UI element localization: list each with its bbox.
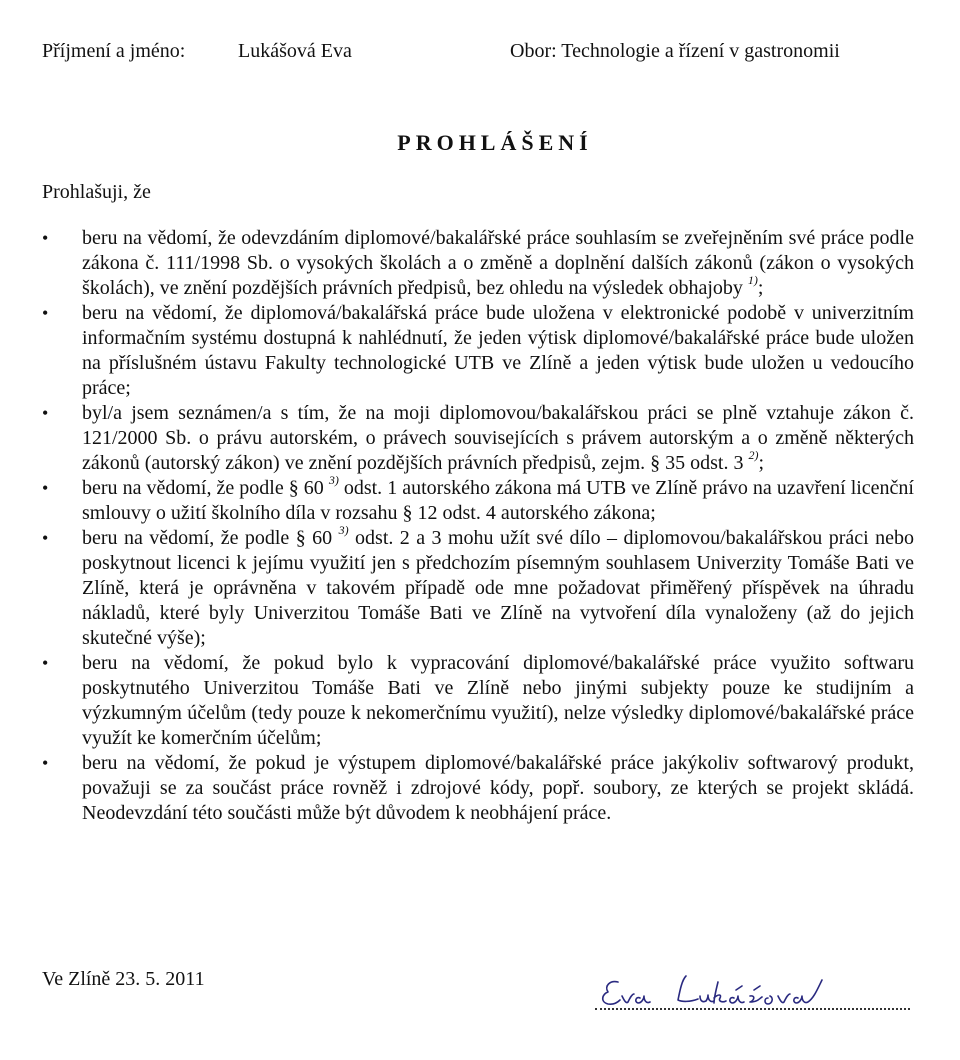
bullet-icon: • — [42, 528, 49, 548]
name-value: Lukášová Eva — [238, 40, 352, 62]
item-text-end: ; — [758, 452, 765, 474]
bullet-icon: • — [42, 653, 49, 673]
bullet-icon: • — [42, 228, 49, 248]
footnote-ref: 3) — [338, 523, 349, 538]
item-text: beru na vědomí, že pokud je výstupem diplomové/bakalářské práce jakýkoliv softwarový produkt, považuji se za součást práce rovněž i zdrojové kódy, popř. soubory, ze kterých se projekt skládá. Neodevzdání této součásti může být důvodem k neobhájení práce. — [82, 752, 914, 824]
header — [42, 40, 900, 70]
list-item — [42, 473, 914, 526]
bullet-icon: • — [42, 403, 49, 423]
footnote-ref: 3) — [328, 473, 339, 488]
list-item — [42, 301, 914, 401]
signature-scribble-icon — [590, 968, 920, 1018]
list-item — [42, 751, 914, 826]
field-of-study: Obor: Technologie a řízení v gastronomii — [510, 40, 840, 62]
signature — [590, 968, 920, 1028]
bullet-icon: • — [42, 478, 49, 498]
item-text: beru na vědomí, že pokud bylo k vypracování diplomové/bakalářské práce využito softwaru poskytnutého Univerzitou Tomáše Bati ve Zlíně nebo jinými subjekty pouze ke studijním a výzkumným účelům (tedy pouze k nekomerčnímu využití), nelze výsledky diplomové/bakalářské práce využít ke komerčním účelům; — [82, 652, 914, 749]
list-item — [42, 523, 915, 651]
signature-line — [595, 1008, 910, 1010]
item-text: beru na vědomí, že podle § 60 — [82, 527, 339, 549]
declaration-list — [42, 226, 914, 826]
footnote-ref: 2) — [748, 448, 759, 463]
page-title: PROHLÁŠENÍ — [397, 130, 593, 155]
name-label: Příjmení a jméno: — [42, 40, 186, 62]
place-date: Ve Zlíně 23. 5. 2011 — [42, 968, 205, 990]
item-text-end: ; — [757, 277, 764, 299]
item-text-end: odst. 1 autorského zákona má UTB ve Zlíně právo na uzavření licenční smlouvy o užití školního díla v rozsahu § 12 odst. 4 autorského zákona; — [82, 477, 914, 524]
list-item — [42, 651, 914, 751]
bullet-icon: • — [42, 753, 49, 773]
item-text-end: odst. 2 a 3 mohu užít své dílo – diplomovou/bakalářskou práci nebo poskytnout licenci k jejímu využití jen s předchozím písemným souhlasem Univerzity Tomáše Bati ve Zlíně, která je oprávněna v takovém případě ode mne požadovat přiměřený příspěvek na úhradu nákladů, které byly Univerzitou Tomáše Bati ve Zlíně na vytvoření díla vynaloženy (až do jejich skutečné výše); — [82, 527, 915, 649]
intro-text: Prohlašuji, že — [42, 181, 151, 203]
item-text: beru na vědomí, že podle § 60 — [82, 477, 329, 499]
list-item — [42, 226, 914, 301]
item-text: byl/a jsem seznámen/a s tím, že na moji diplomovou/bakalářskou práci se plně vztahuje zákon č. 121/2000 Sb. o právu autorském, o právech souvisejících s právem autorským a o změně některých zákonů (autorský zákon) ve znění pozdějších právních předpisů, zejm. § 35 odst. 3 — [82, 402, 914, 474]
item-text: beru na vědomí, že odevzdáním diplomové/bakalářské práce souhlasím se zveřejněním své práce podle zákona č. 111/1998 Sb. o vysokých školách a o změně a doplnění dalších zákonů (zákon o vysokých školách), ve znění pozdějších právních předpisů, bez ohledu na výsledek obhajoby — [82, 227, 914, 299]
footnote-ref: 1) — [747, 273, 758, 288]
list-item — [42, 401, 914, 476]
bullet-icon: • — [42, 303, 49, 323]
item-text: beru na vědomí, že diplomová/bakalářská práce bude uložena v elektronické podobě v univerzitním informačním systému dostupná k nahlédnutí, že jeden výtisk diplomové/bakalářské práce bude uložen na příslušném ústavu Fakulty technologické UTB ve Zlíně a jeden výtisk bude uložen u vedoucího práce; — [82, 302, 914, 399]
